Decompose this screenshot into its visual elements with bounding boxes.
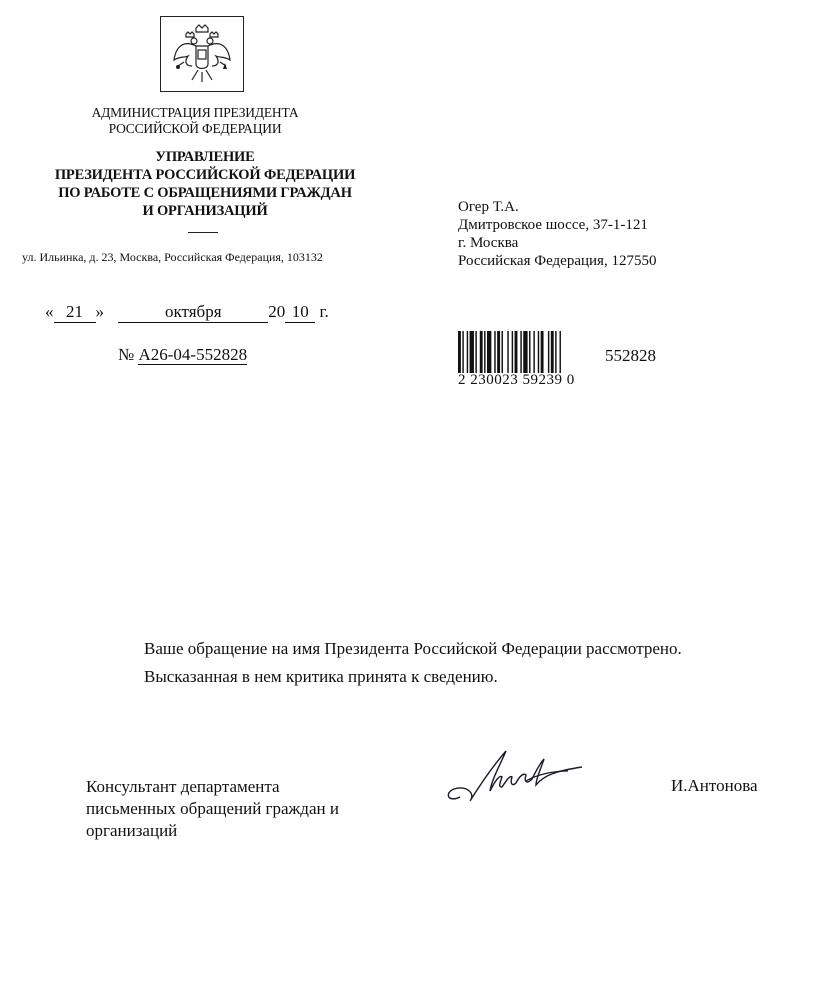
signatory-title-line2: письменных обращений граждан и [86,799,339,818]
department-title-line1: УПРАВЛЕНИЕ [155,149,255,165]
barcode-digits: 2 230023 59239 0 [458,372,575,388]
department-title-line3: ПО РАБОТЕ С ОБРАЩЕНИЯМИ ГРАЖДАН [58,185,352,201]
barcode-id: 552828 [605,346,656,365]
sender-address: ул. Ильинка, д. 23, Москва, Российская Федерация, 103132 [22,250,323,264]
signatory-title-line3: организаций [86,821,178,840]
admin-title-line1: АДМИНИСТРАЦИЯ ПРЕЗИДЕНТА [91,105,299,120]
recipient-country-zip: Российская Федерация, 127550 [458,253,657,269]
date-year-prefix: 20 [268,302,286,321]
reference-prefix: № [118,345,135,364]
reference-value: А26-04-552828 [138,345,248,364]
recipient-city: г. Москва [458,235,519,251]
signatory-title [86,776,406,842]
date-year-suffix: 10 [285,302,315,323]
coat-of-arms-emblem [160,16,244,92]
header-divider [188,232,218,233]
date-open-quote: « [45,302,54,321]
date-month: октября [118,302,268,323]
department-title-line4: И ОРГАНИЗАЦИЙ [142,203,268,219]
letter-body [86,637,774,689]
date-close-quote: » [95,302,104,321]
russian-coat-of-arms-icon [170,22,234,86]
recipient-name: Огер Т.А. [458,199,519,215]
barcode [458,331,594,373]
admin-title-line2: РОССИЙСКОЙ ФЕДЕРАЦИИ [108,121,282,136]
recipient-street: Дмитровское шоссе, 37-1-121 [458,217,648,233]
letter-date [45,302,329,326]
department-title-line2: ПРЕЗИДЕНТА РОССИЙСКОЙ ФЕДЕРАЦИИ [54,167,356,183]
reference-number [118,345,247,365]
handwritten-signature-icon [440,745,590,815]
body-paragraph-2: Высказанная в нем критика принята к сведению. [144,667,498,686]
body-paragraph-1: Ваше обращение на имя Президента Российской Федерации рассмотрено. [144,639,682,658]
date-day: 21 [54,302,96,323]
signatory-title-line1: Консультант департамента [86,777,280,796]
recipient-block [458,198,656,270]
date-year-mark: г. [319,302,329,321]
signatory-name: И.Антонова [671,776,758,795]
